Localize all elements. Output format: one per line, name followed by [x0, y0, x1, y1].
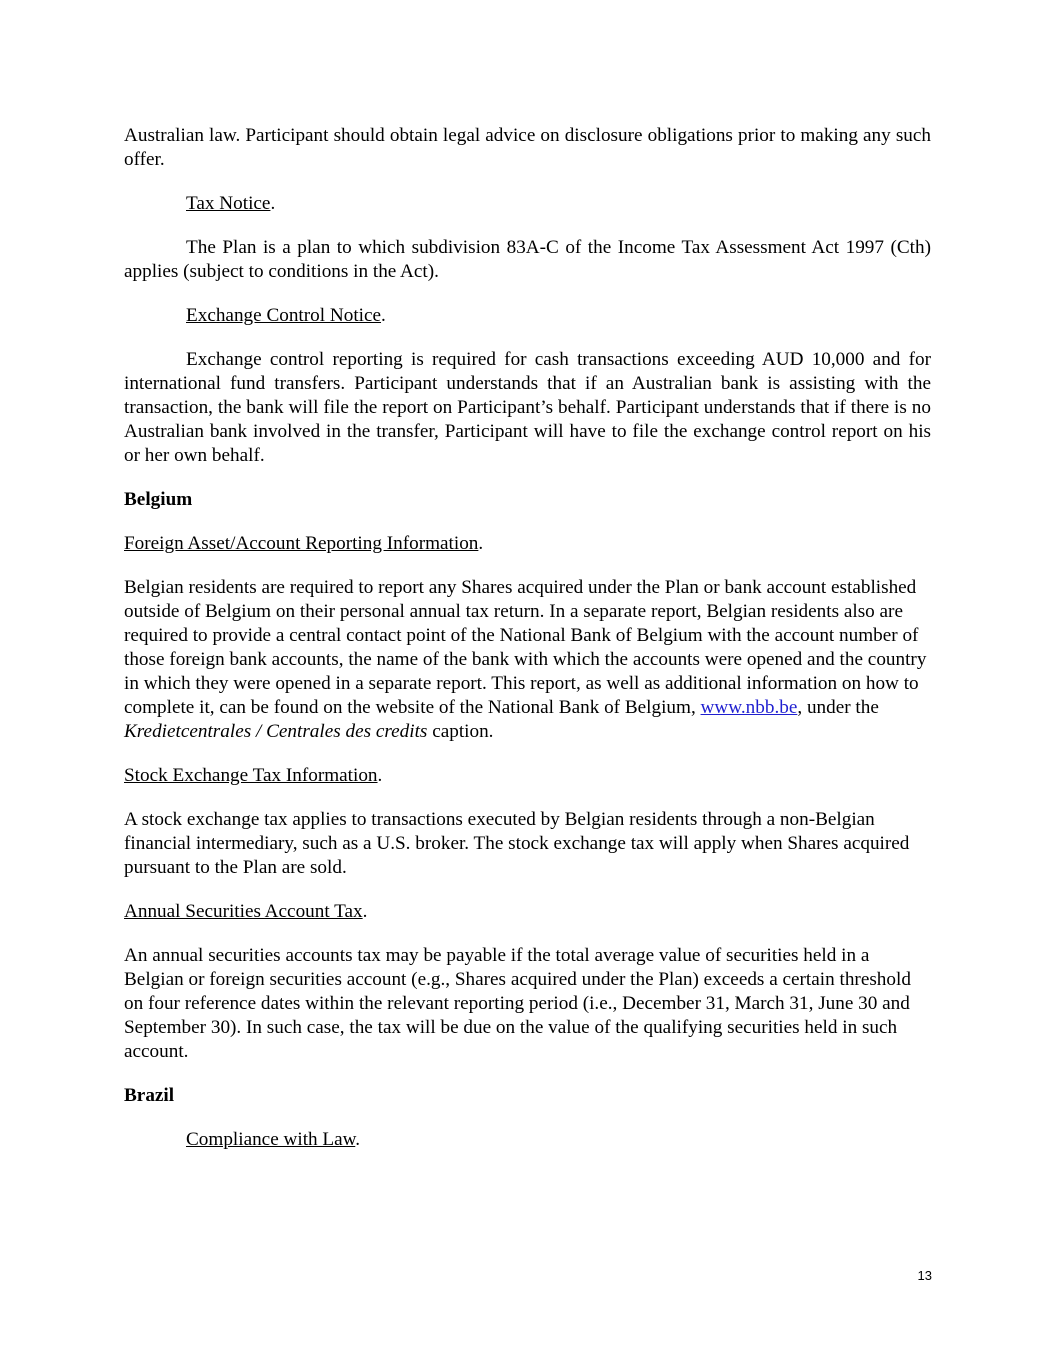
compliance-heading: Compliance with Law — [186, 1129, 356, 1150]
foreign-asset-text-1: Belgian residents are required to report any Shares acquired under the Plan or bank account established outside of Belgium on their personal annual tax return. In a separate report, Belgian residents also are required to provide a central contact point of the National Bank of Belgium with the account number of those foreign bank accounts, the name of the bank with which the accounts were opened and the country in which they were opened in a separate report. This report, as well as additional information on how to complete it, can be found on the website of the National Bank of Belgium, — [124, 577, 927, 718]
foreign-asset-heading: Foreign Asset/Account Reporting Information — [124, 533, 479, 554]
tax-notice-heading-line — [124, 192, 931, 216]
stock-exchange-paragraph: A stock exchange tax applies to transactions executed by Belgian residents through a non-Belgian financial intermediary, such as a U.S. broker. The stock exchange tax will apply when Shares acquired pursuant to the Plan are sold. — [124, 809, 910, 878]
securities-tax-paragraph: An annual securities accounts tax may be payable if the total average value of securities held in a Belgian or foreign securities account (e.g., Shares acquired under the Plan) exceeds a certain threshold on four reference dates within the relevant reporting period (i.e., December 31, March 31, June 30 and September 30). In such case, the tax will be due on the value of the qualifying securities held in such account. — [124, 945, 911, 1062]
brazil-section-title: Brazil — [124, 1085, 175, 1106]
stock-exchange-heading: Stock Exchange Tax Information — [124, 765, 378, 786]
document-page — [124, 124, 931, 1172]
exchange-control-paragraph: Exchange control reporting is required for cash transactions exceeding AUD 10,000 and for international fund transfers. Participant understands that if an Australian bank is assisting with the transaction, the bank will file the report on Participant’s behalf. Participant understands that if there is no Australian bank involved in the transfer, Participant will have to file the exchange control report on his or her own behalf. — [124, 349, 931, 466]
securities-tax-heading: Annual Securities Account Tax — [124, 901, 363, 922]
compliance-heading-line — [124, 1128, 931, 1152]
heading-period: . — [381, 305, 386, 326]
tax-notice-heading: Tax Notice — [186, 193, 271, 214]
tax-notice-paragraph: The Plan is a plan to which subdivision 83A-C of the Income Tax Assessment Act 1997 (Cth) applies (subject to conditions in the Act). — [124, 237, 931, 282]
heading-period: . — [270, 193, 276, 214]
page-number: 13 — [917, 1268, 932, 1283]
securities-tax-heading-line — [124, 900, 931, 924]
heading-period: . — [362, 901, 368, 922]
heading-period: . — [478, 533, 484, 554]
intro-paragraph: Australian law. Participant should obtain legal advice on disclosure obligations prior to making any such offer. — [124, 125, 931, 170]
foreign-asset-italic-caption: Kredietcentrales / Centrales des credits — [124, 721, 428, 742]
foreign-asset-heading-line — [124, 532, 931, 556]
stock-exchange-heading-line — [124, 764, 931, 788]
heading-period: . — [377, 765, 383, 786]
foreign-asset-text-2: , under the — [797, 697, 879, 718]
nbb-website-link[interactable]: www.nbb.be — [700, 697, 798, 718]
foreign-asset-text-3: caption. — [427, 721, 494, 742]
foreign-asset-paragraph — [124, 576, 931, 744]
heading-period: . — [355, 1129, 361, 1150]
exchange-control-heading-line — [124, 304, 931, 328]
belgium-section-title: Belgium — [124, 489, 193, 510]
exchange-control-heading: Exchange Control Notice — [186, 305, 382, 326]
